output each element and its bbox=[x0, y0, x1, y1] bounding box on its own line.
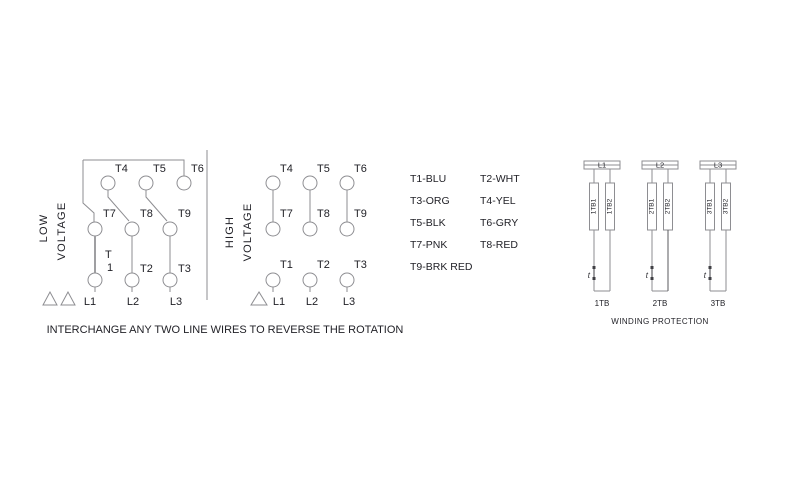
wire-color-t9: T9-BRK RED bbox=[410, 261, 473, 273]
low-voltage-title-word2: VOLTAGE bbox=[56, 201, 68, 261]
label-t5: T5 bbox=[153, 163, 166, 175]
thermal-contact-dot-bottom bbox=[651, 277, 654, 280]
terminal-label: 3TB bbox=[710, 299, 726, 308]
thermal-contact-dot-top bbox=[709, 266, 712, 269]
terminal-circle-t8 bbox=[125, 222, 139, 236]
terminal-circle-t5 bbox=[303, 176, 317, 190]
label-t2: T2 bbox=[140, 263, 153, 275]
label-t7: T7 bbox=[103, 208, 116, 220]
terminal-block-label-tb1: 1TB1 bbox=[590, 198, 598, 215]
thermal-contact-dot-bottom bbox=[593, 277, 596, 280]
terminal-circle-t2 bbox=[303, 273, 317, 287]
label-t4: T4 bbox=[280, 163, 293, 175]
label-t4: T4 bbox=[115, 163, 128, 175]
terminal-circle-t1 bbox=[266, 273, 280, 287]
terminal-label: 1TB bbox=[594, 299, 610, 308]
label-t9: T9 bbox=[178, 208, 191, 220]
thermal-switch-label: t bbox=[587, 271, 590, 280]
wire-color-legend bbox=[410, 173, 520, 273]
thermal-switch-label: t bbox=[703, 271, 706, 280]
terminal-block-label-tb1: 2TB1 bbox=[648, 198, 656, 215]
rotation-reversal-note: INTERCHANGE ANY TWO LINE WIRES TO REVERSE THE ROTATION bbox=[46, 324, 404, 336]
terminal-circle-t7 bbox=[266, 222, 280, 236]
label-t8: T8 bbox=[317, 208, 330, 220]
wire-color-t1: T1-BLU bbox=[410, 173, 447, 185]
thermal-contact-dot-bottom bbox=[709, 277, 712, 280]
label-t1: T1 bbox=[280, 259, 293, 271]
label-t3: T3 bbox=[178, 263, 191, 275]
label-t9: T9 bbox=[354, 208, 367, 220]
terminal-circle-t5 bbox=[139, 176, 153, 190]
terminal-circle-t4 bbox=[266, 176, 280, 190]
high-voltage-section bbox=[251, 176, 354, 305]
terminal-circle-t8 bbox=[303, 222, 317, 236]
terminal-circle-t3 bbox=[340, 273, 354, 287]
label-t5: T5 bbox=[317, 163, 330, 175]
label-t8: T8 bbox=[140, 208, 153, 220]
terminal-circle-t6 bbox=[340, 176, 354, 190]
wire-color-t3: T3-ORG bbox=[410, 195, 450, 207]
terminal-circle-t7 bbox=[88, 222, 102, 236]
wire-t7-bus bbox=[83, 160, 94, 222]
line-box-label: L3 bbox=[713, 160, 723, 170]
label-l2: L2 bbox=[126, 296, 140, 308]
wire-color-t2: T2-WHT bbox=[480, 173, 520, 185]
terminal-circle-t9 bbox=[163, 222, 177, 236]
label-t3: T3 bbox=[354, 259, 367, 271]
terminal-circle-t2 bbox=[125, 273, 139, 287]
line-box-label: L1 bbox=[597, 160, 607, 170]
label-t1-line1: T bbox=[105, 249, 112, 261]
label-l1: L1 bbox=[272, 296, 286, 308]
terminal-circle-t6 bbox=[177, 176, 191, 190]
terminal-block-label-tb1: 3TB1 bbox=[706, 198, 714, 215]
label-l3: L3 bbox=[169, 296, 183, 308]
wire-color-t4: T4-YEL bbox=[480, 195, 516, 207]
wire-color-t6: T6-GRY bbox=[480, 217, 519, 229]
thermal-switch-label: t bbox=[645, 271, 648, 280]
label-t6: T6 bbox=[354, 163, 367, 175]
terminal-block-label-tb2: 1TB2 bbox=[606, 198, 614, 215]
delta-symbol-2 bbox=[61, 292, 75, 305]
terminal-circle-t1 bbox=[88, 273, 102, 287]
delta-symbol-1 bbox=[43, 292, 57, 305]
line-box-label: L2 bbox=[655, 160, 665, 170]
label-t7: T7 bbox=[280, 208, 293, 220]
terminal-block-label-tb2: 3TB2 bbox=[722, 198, 730, 215]
wire-t6-bus bbox=[83, 160, 184, 176]
high-voltage-title-word2: VOLTAGE bbox=[242, 202, 254, 262]
wire-color-t5: T5-BLK bbox=[410, 217, 446, 229]
terminal-block-label-tb2: 2TB2 bbox=[664, 198, 672, 215]
wire-color-t7: T7-PNK bbox=[410, 239, 448, 251]
label-t2: T2 bbox=[317, 259, 330, 271]
label-l3: L3 bbox=[342, 296, 356, 308]
delta-symbol bbox=[251, 292, 267, 305]
high-voltage-title-word1: HIGH bbox=[224, 215, 236, 249]
terminal-label: 2TB bbox=[652, 299, 668, 308]
winding-protection-title: WINDING PROTECTION bbox=[611, 317, 709, 326]
low-voltage-title-word1: LOW bbox=[38, 213, 50, 243]
label-l2: L2 bbox=[305, 296, 319, 308]
wire-color-t8: T8-RED bbox=[480, 239, 518, 251]
label-t1-line2: 1 bbox=[107, 262, 114, 274]
thermal-contact-dot-top bbox=[593, 266, 596, 269]
label-t6: T6 bbox=[191, 163, 204, 175]
terminal-circle-t4 bbox=[101, 176, 115, 190]
terminal-circle-t3 bbox=[163, 273, 177, 287]
terminal-circle-t9 bbox=[340, 222, 354, 236]
label-l1: L1 bbox=[83, 296, 97, 308]
thermal-contact-dot-top bbox=[651, 266, 654, 269]
